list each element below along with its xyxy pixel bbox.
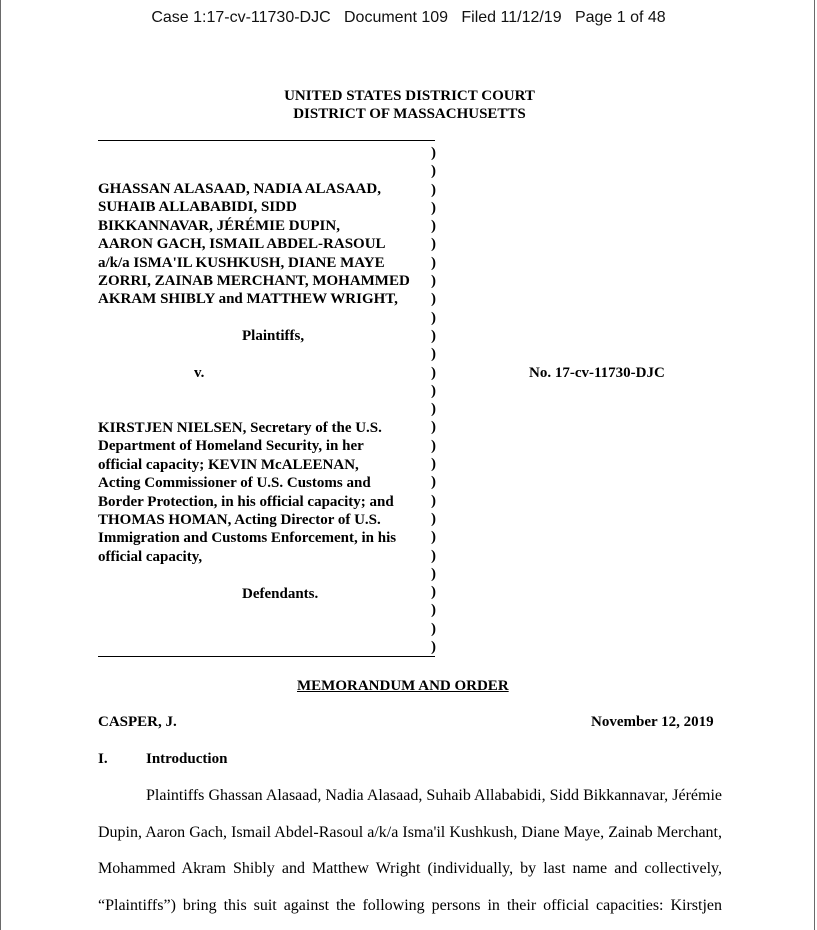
court-name: UNITED STATES DISTRICT COURT [284,88,535,104]
caption-paren: ) [431,510,436,527]
caption-paren: ) [431,492,436,509]
body-line: “Plaintiffs”) bring this suit against the following persons in their official capacities: Kirstjen [98,897,722,915]
caption-paren: ) [431,437,436,454]
plaintiffs-names: GHASSAN ALASAAD, NADIA ALASAAD, SUHAIB ALLABABIDI, SIDD BIKKANNAVAR, JÉRÉMIE DUPIN, AARON GACH, ISMAIL ABDEL-RASOUL a/k/a ISMA'IL KUSHKUSH, DIANE MAYE ZORRI, ZAINAB MERCHANT, MOHAMMED AKRAM SHIBLY and MATTHEW WRIGHT, [98,181,410,308]
defendants-names: KIRSTJEN NIELSEN, Secretary of the U.S. Department of Homeland Security, in her official capacity; KEVIN McALEENAN, Acting Commissioner of U.S. Customs and Border Protection, in his official capacity; and THOMAS HOMAN, Acting Director of U.S. Immigration and Customs Enforcement, in his official capacity, [98,420,397,565]
caption-paren: ) [431,199,436,216]
caption-paren: ) [431,620,436,637]
caption-paren: ) [431,456,436,473]
document-title: MEMORANDUM AND ORDER [297,678,509,694]
plaintiffs-label: Plaintiffs, [242,328,305,344]
order-date: November 12, 2019 [591,714,714,730]
case-header: Case 1:17-cv-11730-DJC Document 109 Filed 11/12/19 Page 1 of 48 [151,9,666,26]
caption-paren: ) [431,163,436,180]
case-number: No. 17-cv-11730-DJC [529,365,665,381]
court-district: DISTRICT OF MASSACHUSETTS [293,106,526,122]
caption-paren: ) [431,254,436,271]
caption-paren: ) [431,602,436,619]
section-heading: Introduction [146,751,228,767]
body-line: Mohammed Akram Shibly and Matthew Wright (individually, by last name and collectively, [98,860,722,878]
caption-paren: ) [431,218,436,235]
caption-paren: ) [431,236,436,253]
caption-paren: ) [431,181,436,198]
caption-paren: ) [431,474,436,491]
caption-bottom-rule [98,656,435,657]
caption-paren: ) [431,291,436,308]
judge-name: CASPER, J. [98,714,177,730]
caption-paren: ) [431,382,436,399]
caption-paren: ) [431,419,436,436]
section-number: I. [98,751,108,767]
body-line: Plaintiffs Ghassan Alasaad, Nadia Alasaad, Suhaib Allababidi, Sidd Bikkannavar, Jérémie [146,787,722,804]
caption-paren: ) [431,273,436,290]
caption-paren: ) [431,364,436,381]
versus-label: v. [194,365,205,381]
caption-paren: ) [431,401,436,418]
caption-paren: ) [431,346,436,363]
body-line: Dupin, Aaron Gach, Ismail Abdel-Rasoul a/k/a Isma'il Kushkush, Diane Maye, Zainab Merchant, [98,823,722,841]
caption-paren: ) [431,309,436,326]
defendants-label: Defendants. [242,586,319,602]
body-paragraph [98,778,722,925]
caption-paren: ) [431,547,436,564]
caption-paren: ) [431,584,436,601]
caption-paren: ) [431,327,436,344]
caption-paren: ) [431,145,436,161]
caption-paren: ) [431,639,436,656]
caption-top-rule [98,140,435,141]
caption-paren: ) [431,565,436,582]
caption-paren: ) [431,529,436,546]
